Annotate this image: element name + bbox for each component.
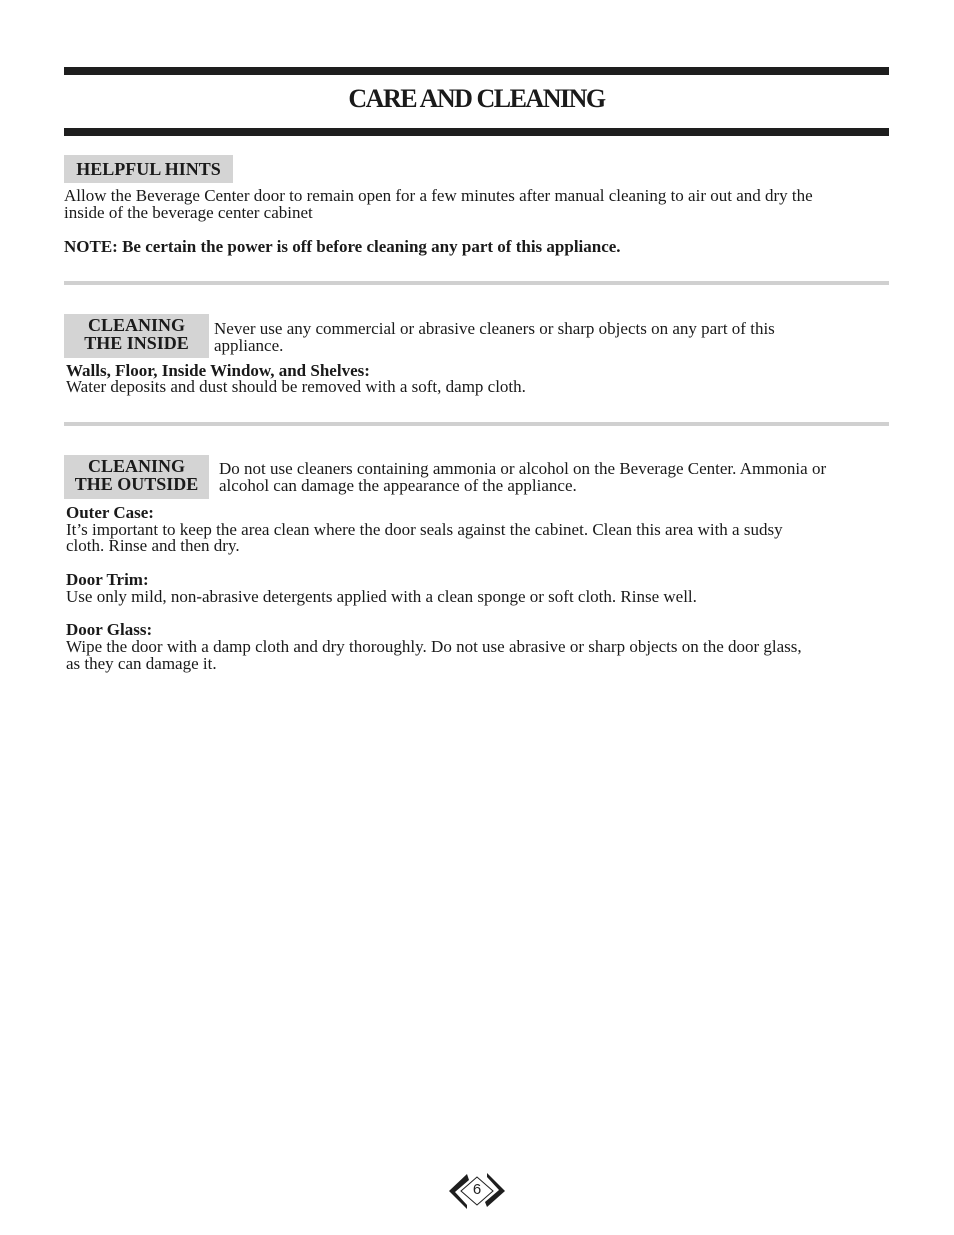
door-trim-heading: Door Trim:: [66, 570, 149, 589]
walls-floor-heading: Walls, Floor, Inside Window, and Shelves:: [66, 361, 370, 380]
cleaning-outside-intro-line1: Do not use cleaners containing ammonia or alcohol on the Beverage Center. Ammonia or: [219, 459, 827, 478]
cleaning-inside-intro-line1: Never use any commercial or abrasive cleaners or sharp objects on any part of this: [214, 319, 775, 338]
cleaning-inside-intro-line2: appliance.: [214, 336, 284, 355]
section-divider: [64, 281, 889, 285]
cleaning-inside-label: [64, 314, 209, 358]
outer-case-line1: It’s important to keep the area clean where the door seals against the cabinet. Clean this area with a sudsy: [66, 520, 783, 539]
cleaning-outside-label-line1: CLEANING: [87, 456, 185, 476]
walls-floor-text: Water deposits and dust should be removed with a soft, damp cloth.: [66, 377, 526, 396]
header-rule-top: [64, 67, 889, 75]
section-divider: [64, 422, 889, 426]
outer-case-heading: Outer Case:: [66, 503, 154, 522]
cleaning-inside-label-line2: THE INSIDE: [84, 333, 189, 353]
door-trim-line1: Use only mild, non-abrasive detergents applied with a clean sponge or soft cloth. Rinse well.: [66, 587, 697, 606]
helpful-hints-body-line2: inside of the beverage center cabinet: [64, 203, 313, 222]
helpful-hints-label: [64, 155, 233, 183]
power-off-note: NOTE: Be certain the power is off before cleaning any part of this appliance.: [64, 237, 621, 256]
cleaning-outside-label-line2: THE OUTSIDE: [74, 474, 199, 494]
cleaning-inside-label-line1: CLEANING: [87, 315, 185, 335]
header-rule-bottom: [64, 128, 889, 136]
cleaning-outside-label: [64, 455, 209, 499]
helpful-hints-body-line1: Allow the Beverage Center door to remain open for a few minutes after manual cleaning to air out and dry the: [64, 186, 813, 205]
door-glass-line1: Wipe the door with a damp cloth and dry thoroughly. Do not use abrasive or sharp objects on the door glass,: [66, 637, 802, 656]
page-number-badge: [447, 1172, 507, 1210]
page-title: CARE AND CLEANING: [348, 84, 605, 113]
manual-page: [64, 0, 889, 1235]
page-number: 6: [472, 1181, 482, 1198]
outer-case-line2: cloth. Rinse and then dry.: [66, 536, 240, 555]
door-glass-line2: as they can damage it.: [66, 654, 217, 673]
helpful-hints-label-text: HELPFUL HINTS: [76, 159, 221, 179]
door-glass-heading: Door Glass:: [66, 620, 153, 639]
cleaning-outside-intro-line2: alcohol can damage the appearance of the appliance.: [219, 476, 577, 495]
